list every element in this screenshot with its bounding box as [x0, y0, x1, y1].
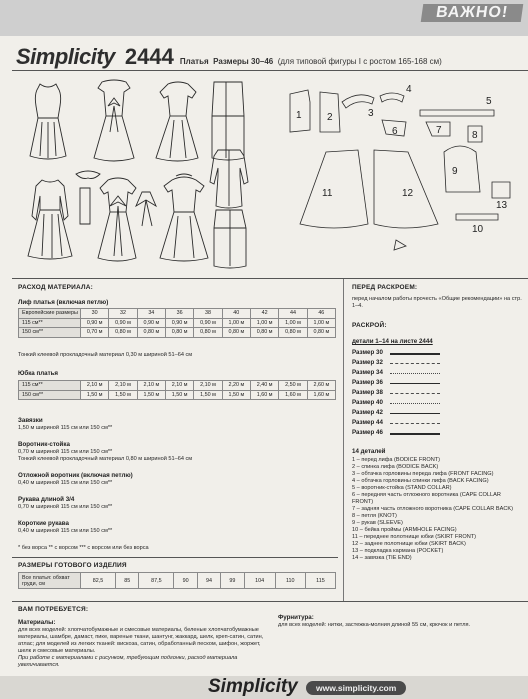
- value-cell: 94: [197, 573, 220, 589]
- dress-view-d: [212, 82, 244, 160]
- value-cell: 0,80 м: [165, 328, 193, 338]
- piece-label-10: 10: [472, 224, 484, 235]
- table-row: [19, 390, 336, 400]
- fabric-footnote: * без ворса ** с ворсом *** с ворсом или без ворса: [18, 545, 149, 551]
- list-item: 5 – воротник-стойка (STAND COLLAR): [352, 485, 452, 491]
- value-cell: 2,10 м: [165, 381, 193, 391]
- value-cell: 1,00 м: [222, 318, 250, 328]
- table-head-label: Европейские размеры: [19, 309, 81, 319]
- row-label: 150 см**: [19, 390, 81, 400]
- value-cell: 2,10 м: [81, 381, 109, 391]
- value-cell: 1,00 м: [250, 318, 278, 328]
- value-cell: 0,90 м: [109, 318, 137, 328]
- before-cut-text: перед началом работы прочесть «Общие рекомендации» на стр. 1–4.: [352, 296, 522, 309]
- footer-brand: Simplicity: [208, 676, 298, 697]
- value-cell: 0,90 м: [194, 318, 222, 328]
- dress-view-e: [28, 180, 72, 259]
- cape-collar-line: 0,40 м шириной 115 см или 150 см**: [18, 480, 113, 486]
- value-cell: 1,50 м: [194, 390, 222, 400]
- size-cell: 40: [222, 309, 250, 319]
- size-note: (для типовой фигуры I с ростом 165-168 см): [277, 57, 442, 66]
- size-item: Размер 40: [352, 399, 383, 406]
- list-item: 11 – переднее полотнище юбки (SKIRT FRONT): [352, 534, 477, 540]
- value-cell: 0,90 м: [137, 318, 165, 328]
- finished-table: [18, 572, 336, 589]
- value-cell: 115: [305, 573, 335, 589]
- size-item: Размер 44: [352, 419, 383, 426]
- materials-note: При работе с материалами с рисунком, требующим подгонки, расход материала увеличивается.: [18, 655, 238, 668]
- list-item: 10 – бейка проймы (ARMHOLE FACING): [352, 527, 457, 533]
- finished-rule: [12, 557, 338, 558]
- list-item: 12 – заднее полотнище юбки (SKIRT BACK): [352, 541, 466, 547]
- sleeve34-line: 0,70 м шириной 115 см или 150 см**: [18, 504, 113, 510]
- list-item: 1 – перед лифа (BODICE FRONT): [352, 457, 441, 463]
- size-line-46: [390, 433, 440, 435]
- short-sleeve-line: 0,40 м шириной 115 см или 150 см**: [18, 528, 113, 534]
- brand-logo: Simplicity: [16, 44, 115, 69]
- size-item: Размер 46: [352, 429, 383, 436]
- value-cell: 85: [116, 573, 139, 589]
- fittings-text: для всех моделей: нитки, застежка-молния длиной 55 см, крючок и петля.: [278, 622, 471, 628]
- value-cell: 1,00 м: [307, 318, 335, 328]
- piece-label-4: 4: [406, 84, 412, 95]
- value-cell: 1,60 м: [279, 390, 307, 400]
- size-cell: 38: [194, 309, 222, 319]
- piece-label-11: 11: [322, 188, 333, 199]
- list-item: 6 – передняя часть отложного воротника (CAPE COLLAR FRONT): [352, 492, 501, 505]
- bow-detail: [136, 192, 156, 226]
- list-item: 4 – обтачка горловины спинки лифа (BACK FACING): [352, 478, 489, 484]
- important-badge: ВАЖНО!: [421, 4, 524, 22]
- value-cell: 2,20 м: [222, 381, 250, 391]
- size-cell: 34: [137, 309, 165, 319]
- ties-line: 1,50 м шириной 115 см или 150 см**: [18, 425, 113, 431]
- before-cut-title: ПЕРЕД РАСКРОЕМ:: [352, 284, 418, 291]
- size-line-44: [390, 423, 440, 424]
- size-line-38: [390, 393, 440, 394]
- short-sleeve-title: Короткие рукава: [18, 520, 69, 527]
- value-cell: 1,60 м: [307, 390, 335, 400]
- value-cell: 0,70 м: [81, 328, 109, 338]
- value-cell: 99: [221, 573, 244, 589]
- row-label: 115 см**: [19, 318, 81, 328]
- value-cell: 2,10 м: [109, 381, 137, 391]
- piece-label-6: 6: [392, 126, 398, 137]
- row-label: Все платья: обхват груди, см: [19, 573, 81, 589]
- value-cell: 1,50 м: [165, 390, 193, 400]
- materials-subtitle: Материалы:: [18, 619, 56, 626]
- value-cell: 0,80 м: [222, 328, 250, 338]
- value-cell: 0,90 м: [165, 318, 193, 328]
- size-cell: 36: [165, 309, 193, 319]
- size-cell: 32: [109, 309, 137, 319]
- table-row: [19, 328, 336, 338]
- materials-text: для всех моделей: хлопчатобумажные и смесовые материалы, беленые хлопчатобумажные материалы, шамбре, дамаст, пике, вареные ткани, шантунг, жаккард, шелк, креп-сатин, сатин, атлас; для моделей из легких тканей: вискоза, сатин, обработанный песком, шифон, жоржет, шелк и смесовые материалы.: [18, 627, 264, 654]
- size-cell: 44: [279, 309, 307, 319]
- size-line-34: [390, 373, 440, 374]
- list-item: 13 – подкладка кармана (POCKET): [352, 548, 444, 554]
- top-banner: [0, 0, 528, 36]
- pattern-pieces-diagram: [286, 82, 516, 257]
- title-word: Платья: [179, 57, 209, 66]
- size-item: Размер 42: [352, 409, 383, 416]
- value-cell: 1,00 м: [279, 318, 307, 328]
- size-line-42: [390, 413, 440, 414]
- list-item: 9 – рукав (SLEEVE): [352, 520, 403, 526]
- size-item: Размер 38: [352, 389, 383, 396]
- value-cell: 104: [244, 573, 275, 589]
- materials-title: РАСХОД МАТЕРИАЛА:: [18, 284, 94, 291]
- finished-title: РАЗМЕРЫ ГОТОВОГО ИЗДЕЛИЯ: [18, 562, 127, 569]
- table-row: [19, 318, 336, 328]
- pattern-number: 2444: [124, 44, 174, 69]
- value-cell: 1,60 м: [250, 390, 278, 400]
- size-cell: 30: [81, 309, 109, 319]
- list-item: 7 – задняя часть отложного воротника (CAPE COLLAR BACK): [352, 506, 513, 512]
- skirt-table: [18, 380, 336, 400]
- list-item: 3 – обтачка горловины переда лифа (FRONT FACING): [352, 471, 494, 477]
- value-cell: 2,10 м: [194, 381, 222, 391]
- size-item: Размер 34: [352, 369, 383, 376]
- size-cell: 46: [307, 309, 335, 319]
- value-cell: 1,50 м: [137, 390, 165, 400]
- dress-view-c: [156, 82, 198, 161]
- cape-collar-title: Отложной воротник (включая петлю): [18, 472, 133, 479]
- value-cell: 1,50 м: [109, 390, 137, 400]
- table-row: [19, 573, 336, 589]
- table-row: [19, 309, 336, 319]
- column-divider: [343, 279, 344, 601]
- section-rule: [12, 278, 528, 279]
- row-label: 115 см**: [19, 381, 81, 391]
- dress-view-g: [160, 174, 208, 261]
- value-cell: 0,80 м: [137, 328, 165, 338]
- piece-label-13: 13: [496, 200, 508, 211]
- list-item: 8 – петля (KNOT): [352, 513, 397, 519]
- fittings-title: Фурнитура:: [278, 614, 314, 621]
- value-cell: 90: [174, 573, 197, 589]
- ties-title: Завязки: [18, 417, 43, 424]
- value-cell: 0,80 м: [194, 328, 222, 338]
- piece-label-12: 12: [402, 188, 414, 199]
- piece-label-3: 3: [368, 108, 374, 119]
- value-cell: 87,5: [139, 573, 174, 589]
- dress-view-b: [94, 80, 134, 161]
- sleeve34-title: Рукава длиной 3/4: [18, 496, 75, 503]
- value-cell: 2,50 м: [279, 381, 307, 391]
- size-item: Размер 36: [352, 379, 383, 386]
- stand-collar-title: Воротник-стойка: [18, 441, 70, 448]
- list-item: 14 – завязка (TIE END): [352, 555, 412, 561]
- piece-label-1: 1: [296, 110, 302, 121]
- size-line-36: [390, 383, 440, 384]
- stand-collar-line-1: 0,70 м шириной 115 см или 150 см**: [18, 449, 113, 455]
- piece-label-8: 8: [472, 130, 478, 141]
- size-range: Размеры 30–46: [213, 57, 274, 66]
- parts-title: 14 деталей: [352, 448, 386, 455]
- footer-url[interactable]: www.simplicity.com: [306, 681, 406, 695]
- dress-view-a: [30, 84, 66, 159]
- piece-label-9: 9: [452, 166, 458, 177]
- value-cell: 2,10 м: [137, 381, 165, 391]
- row-label: 150 см**: [19, 328, 81, 338]
- skirt-title: Юбка платья: [18, 370, 59, 377]
- value-cell: 0,90 м: [81, 318, 109, 328]
- value-cell: 0,80 м: [250, 328, 278, 338]
- bodice-note: Тонкий клеевой прокладочный материал 0,30 м шириной 51–64 см: [18, 352, 193, 358]
- collar-detail: [76, 171, 100, 224]
- value-cell: 0,80 м: [109, 328, 137, 338]
- value-cell: 1,50 м: [222, 390, 250, 400]
- value-cell: 2,40 м: [250, 381, 278, 391]
- value-cell: 110: [275, 573, 305, 589]
- pattern-header: [16, 44, 442, 70]
- size-item: Размер 30: [352, 349, 383, 356]
- piece-label-7: 7: [436, 125, 442, 136]
- piece-label-2: 2: [327, 112, 333, 123]
- size-line-30: [390, 353, 440, 355]
- value-cell: 0,80 м: [307, 328, 335, 338]
- header-rule: [12, 70, 528, 71]
- need-title: ВАМ ПОТРЕБУЕТСЯ:: [18, 606, 89, 613]
- pattern-title: [180, 57, 442, 66]
- sheet-label: детали 1–14 на листе 2444: [352, 338, 433, 345]
- table-row: [19, 381, 336, 391]
- value-cell: 0,80 м: [279, 328, 307, 338]
- size-cell: 42: [250, 309, 278, 319]
- size-item: Размер 32: [352, 359, 383, 366]
- value-cell: 82,5: [81, 573, 116, 589]
- piece-label-5: 5: [486, 96, 492, 107]
- need-rule: [12, 601, 528, 602]
- dress-illustrations: [18, 76, 276, 276]
- size-line-40: [390, 403, 440, 404]
- layout-title: РАСКРОЙ:: [352, 322, 387, 329]
- footer-bar: [0, 676, 528, 699]
- size-line-32: [390, 363, 440, 364]
- bodice-table: [18, 308, 336, 338]
- dress-view-f: [98, 178, 136, 261]
- value-cell: 1,50 м: [81, 390, 109, 400]
- value-cell: 2,60 м: [307, 381, 335, 391]
- stand-collar-line-2: Тонкий клеевой прокладочный материал 0,80 м шириной 51–64 см: [18, 456, 193, 462]
- bodice-title: Лиф платья (включая петлю): [18, 299, 109, 306]
- list-item: 2 – спинка лифа (BODICE BACK): [352, 464, 439, 470]
- dress-view-i: [214, 210, 246, 268]
